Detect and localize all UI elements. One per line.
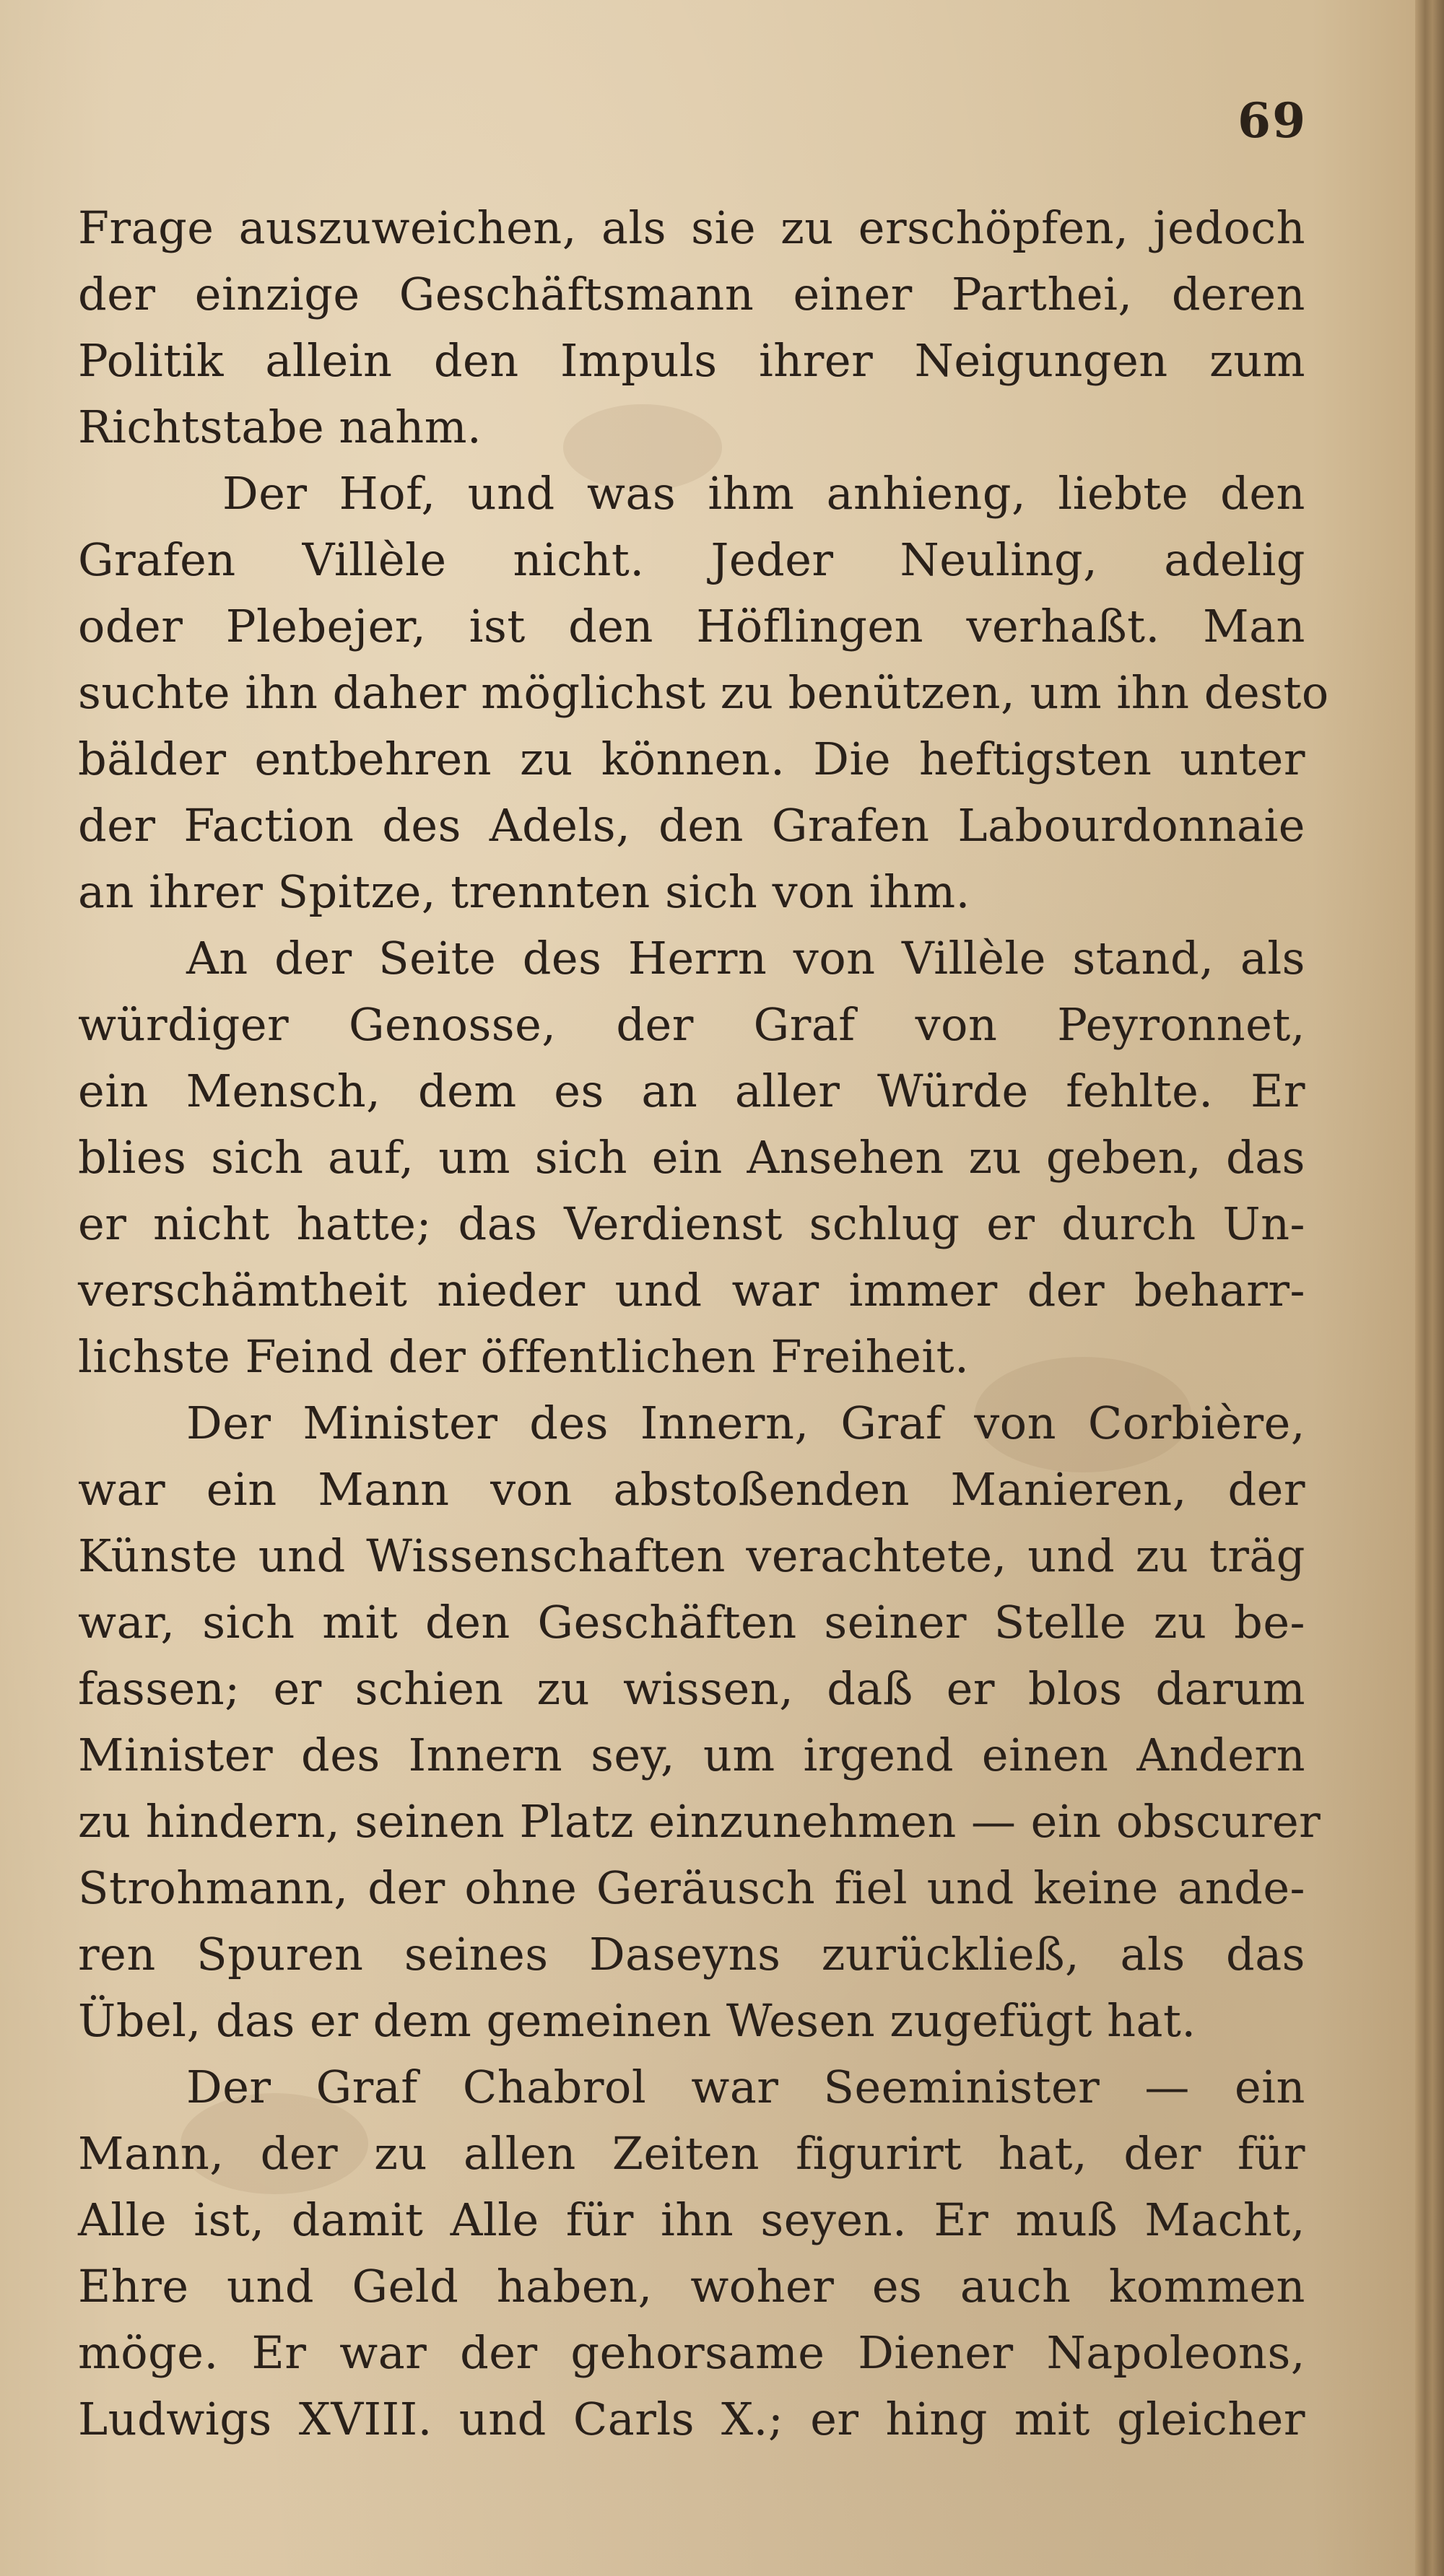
- text-line: blies sich auf, um sich ein Ansehen zu geben, das: [78, 1131, 1305, 1184]
- text-line: war, sich mit den Geschäften seiner Stelle zu be-: [78, 1596, 1305, 1649]
- text-line: Ludwigs XVIII. und Carls X.; er hing mit gleicher: [78, 2393, 1305, 2445]
- body-text: [78, 195, 1329, 2453]
- text-line: oder Plebejer, ist den Höflingen verhaßt. Man: [78, 600, 1305, 652]
- text-line: würdiger Genosse, der Graf von Peyronnet,: [78, 998, 1305, 1051]
- text-line: Mann, der zu allen Zeiten figurirt hat, der für: [78, 2127, 1305, 2180]
- text-line: Frage auszuweichen, als sie zu erschöpfen, jedoch: [78, 201, 1305, 254]
- text-line: der Faction des Adels, den Grafen Labourdonnaie: [78, 799, 1305, 852]
- text-line: ein Mensch, dem es an aller Würde fehlte. Er: [78, 1065, 1305, 1117]
- text-line: lichste Feind der öffentlichen Freiheit.: [78, 1330, 970, 1383]
- text-line: zu hindern, seinen Platz einzunehmen — ein obscurer: [78, 1795, 1321, 1848]
- text-line: er nicht hatte; das Verdienst schlug er durch Un-: [78, 1197, 1305, 1250]
- text-line: verschämtheit nieder und war immer der beharr-: [78, 1264, 1305, 1317]
- text-line: Richtstabe nahm.: [78, 401, 482, 453]
- text-line: bälder entbehren zu können. Die heftigsten unter: [78, 733, 1305, 785]
- text-line: war ein Mann von abstoßenden Manieren, der: [78, 1463, 1305, 1516]
- page-edge: [1415, 0, 1444, 2576]
- text-line: Ehre und Geld haben, woher es auch kommen: [78, 2260, 1305, 2313]
- text-line: Der Graf Chabrol war Seeminister — ein: [186, 2061, 1305, 2113]
- text-line: Der Hof, und was ihm anhieng, liebte den: [222, 467, 1305, 520]
- text-line: Minister des Innern sey, um irgend einen Andern: [78, 1729, 1305, 1781]
- text-line: ren Spuren seines Daseyns zurückließ, als das: [78, 1928, 1305, 1981]
- text-line: Übel, das er dem gemeinen Wesen zugefügt hat.: [78, 1994, 1196, 2047]
- text-line: Strohmann, der ohne Geräusch fiel und keine ande-: [78, 1861, 1305, 1914]
- text-line: der einzige Geschäftsmann einer Parthei, deren: [78, 268, 1305, 320]
- text-line: möge. Er war der gehorsame Diener Napoleons,: [78, 2326, 1305, 2379]
- text-line: an ihrer Spitze, trennten sich von ihm.: [78, 865, 970, 918]
- text-line: Alle ist, damit Alle für ihn seyen. Er muß Macht,: [78, 2193, 1305, 2246]
- text-line: suchte ihn daher möglichst zu benützen, um ihn desto: [78, 666, 1329, 719]
- text-line: An der Seite des Herrn von Villèle stand, als: [186, 932, 1305, 984]
- text-line: Grafen Villèle nicht. Jeder Neuling, adelig: [78, 533, 1305, 586]
- page-number: 69: [1238, 92, 1307, 149]
- text-line: Künste und Wissenschaften verachtete, und zu träg: [78, 1529, 1305, 1582]
- text-line: Politik allein den Impuls ihrer Neigungen zum: [78, 334, 1305, 387]
- text-line: fassen; er schien zu wissen, daß er blos darum: [78, 1662, 1305, 1715]
- text-line: Der Minister des Innern, Graf von Corbière,: [186, 1397, 1305, 1449]
